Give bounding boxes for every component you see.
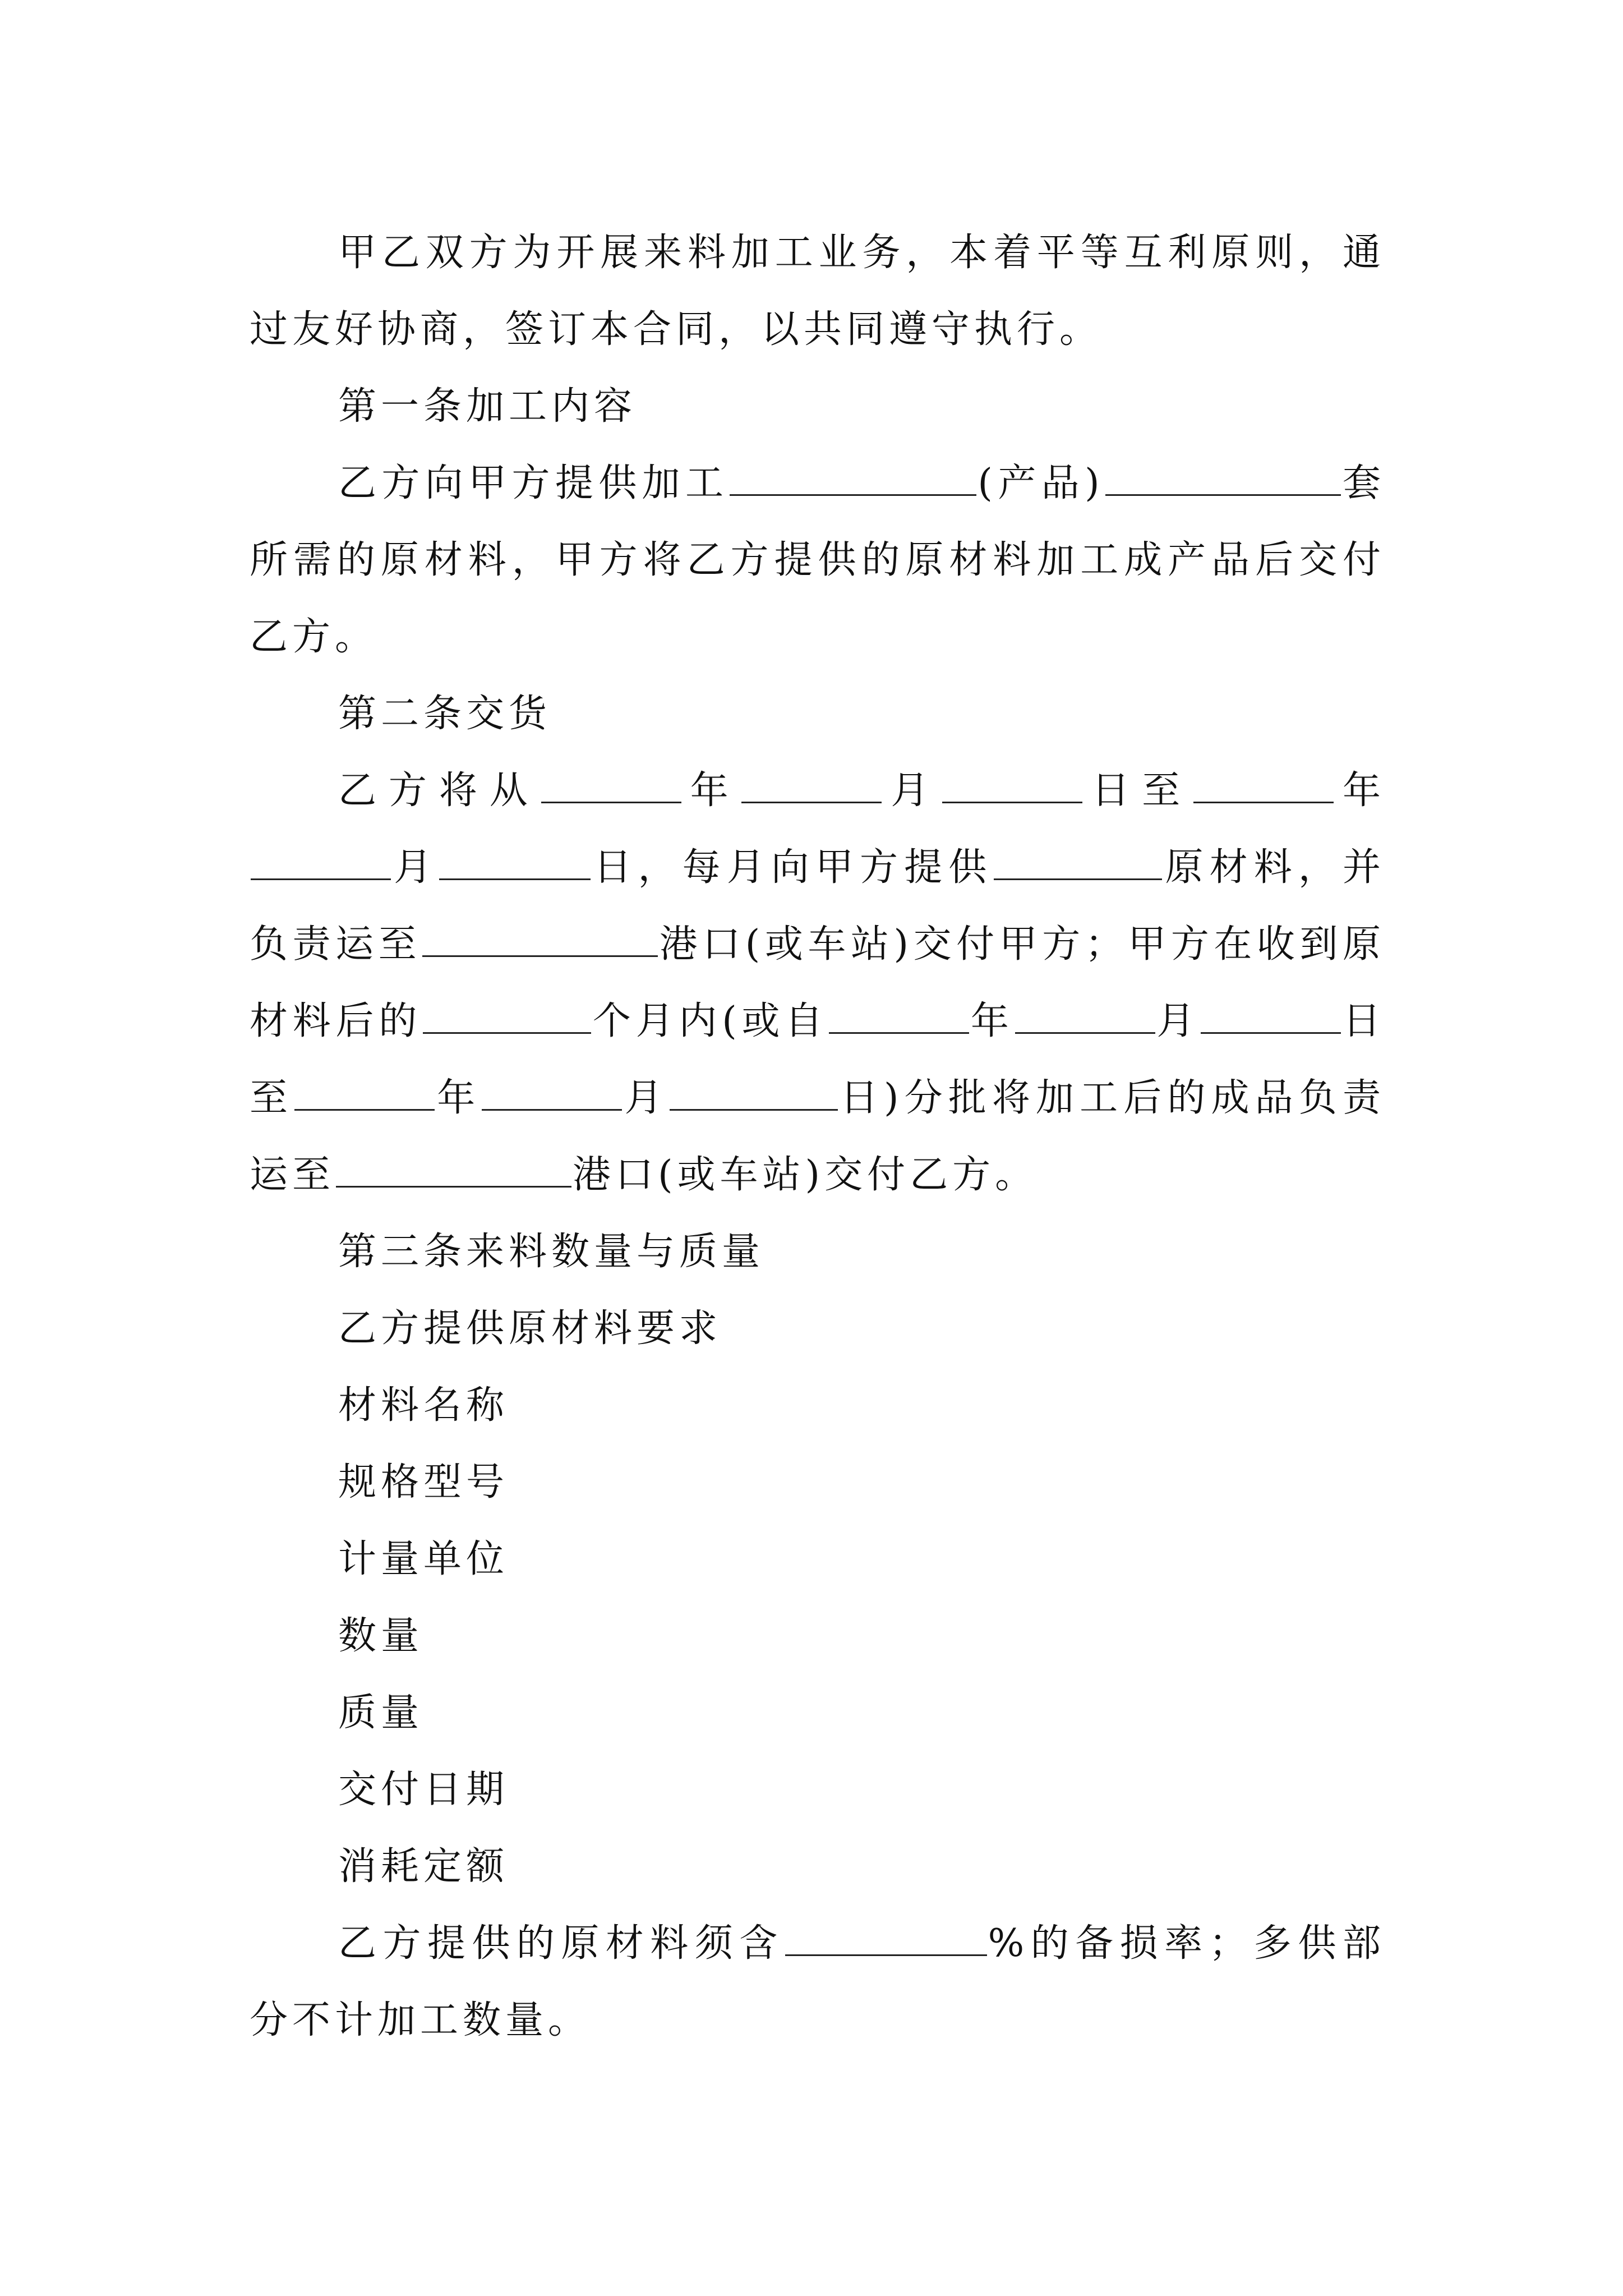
end-year-blank[interactable] — [1193, 769, 1334, 803]
start-month-blank[interactable] — [741, 769, 882, 803]
port-1-label: 港口(或车站)交付甲方；甲方在收到原材料后的 — [250, 922, 1385, 1043]
month-label: 月 — [392, 845, 439, 890]
article-1-text-2: (产品) — [978, 461, 1104, 505]
month-label: 月 — [883, 769, 942, 813]
loss-rate-blank[interactable] — [785, 1922, 987, 1956]
article-2-title: 第二条交货 — [338, 692, 552, 736]
article-3-item: 消耗定额 — [338, 1844, 509, 1889]
year-label: 年 — [970, 999, 1014, 1043]
product-name-blank[interactable] — [730, 462, 976, 496]
article-3-item: 规格型号 — [338, 1460, 509, 1504]
day-to-label: 日至 — [1083, 769, 1193, 813]
article-3-title: 第三条来料数量与质量 — [338, 1230, 765, 1274]
months-count-blank[interactable] — [423, 1000, 591, 1034]
end-month-blank[interactable] — [251, 846, 391, 880]
article-2-paragraph — [250, 752, 1385, 1213]
delivery-port-1-blank[interactable] — [422, 923, 658, 957]
intro-paragraph: 甲乙双方为开展来料加工业务，本着平等互利原则，通过友好协商，签订本合同，以共同遵守执行。 — [250, 231, 1385, 352]
loss-text-2: %的备损率；多供部分不计加工数量。 — [250, 1921, 1385, 2042]
batch-start-year-blank[interactable] — [829, 1000, 969, 1034]
month-label: 月 — [1156, 999, 1200, 1043]
article-1-paragraph — [250, 445, 1385, 675]
end-day-blank[interactable] — [439, 846, 591, 880]
port-2-label: 港口(或车站)交付乙方。 — [573, 1153, 1038, 1197]
article-1-text-3: 套所需的原材料，甲方将乙方提供的原材料加工成产品后交付乙方。 — [250, 461, 1385, 659]
article-3-item: 乙方提供原材料要求 — [338, 1306, 722, 1351]
year-label: 年 — [436, 1076, 481, 1120]
article-3-item: 质量 — [338, 1691, 424, 1735]
batch-end-month-blank[interactable] — [482, 1076, 622, 1111]
year-label: 年 — [1335, 769, 1385, 813]
batch-end-day-blank[interactable] — [670, 1076, 838, 1111]
delivery-port-2-blank[interactable] — [336, 1153, 571, 1188]
batch-end-year-blank[interactable] — [294, 1076, 435, 1111]
article-3-item: 数量 — [338, 1614, 424, 1658]
months-label: 个月内(或自 — [592, 999, 828, 1043]
month-label: 月 — [623, 1076, 668, 1120]
batch-start-month-blank[interactable] — [1015, 1000, 1155, 1034]
article-3-loss-paragraph — [250, 1905, 1385, 2059]
article-3-item: 材料名称 — [338, 1383, 509, 1428]
day-each-label: 日，每月向甲方提供 — [592, 845, 993, 890]
document-body — [250, 214, 1385, 2059]
article-1-title: 第一条加工内容 — [338, 384, 637, 429]
article-1-text-1: 乙方向甲方提供加工 — [338, 461, 729, 505]
day-close-label: 日)分批将加工后的成品负责运至 — [250, 1076, 1385, 1197]
start-year-blank[interactable] — [541, 769, 681, 803]
article-3-item: 交付日期 — [338, 1768, 509, 1812]
year-label: 年 — [682, 769, 741, 813]
article-3-item: 计量单位 — [338, 1537, 509, 1581]
article-2-text-1: 乙方将从 — [338, 769, 540, 813]
monthly-material-blank[interactable] — [994, 846, 1162, 880]
material-label: 原材料，并负责运至 — [250, 845, 1385, 967]
product-quantity-blank[interactable] — [1105, 462, 1341, 496]
batch-start-day-blank[interactable] — [1201, 1000, 1341, 1034]
start-day-blank[interactable] — [942, 769, 1082, 803]
day-to-label: 日至 — [250, 999, 1385, 1120]
loss-text-1: 乙方提供的原材料须含 — [338, 1921, 784, 1966]
